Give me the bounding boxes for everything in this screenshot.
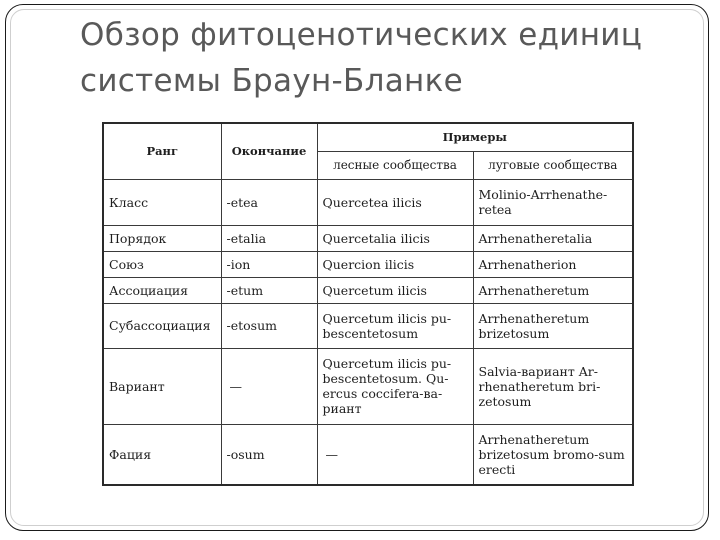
cell-rank: Порядок	[103, 225, 221, 251]
cell-meadow: Salvia-вариант Ar-rhenatheretum bri-zetosum	[473, 348, 633, 425]
cell-forest: Quercetea ilicis	[317, 179, 473, 225]
table-row	[103, 251, 633, 277]
cell-ending: -etosum	[221, 304, 317, 348]
cell-forest: Quercetalia ilicis	[317, 225, 473, 251]
table-row	[103, 225, 633, 251]
header-examples: Примеры	[317, 123, 633, 151]
table-row	[103, 278, 633, 304]
header-forest: лесные сообщества	[317, 151, 473, 179]
table-row	[103, 348, 633, 425]
cell-meadow: Arrhenatheretum brizetosum	[473, 304, 633, 348]
cell-rank: Союз	[103, 251, 221, 277]
cell-meadow: Arrhenatheretum brizetosum bromo-sum erecti	[473, 425, 633, 485]
cell-forest: Quercetum ilicis pu-bescentetosum	[317, 304, 473, 348]
cell-rank: Вариант	[103, 348, 221, 425]
title-line-1: Обзор фитоценотических единиц	[80, 17, 643, 53]
header-ending: Окончание	[221, 123, 317, 179]
cell-meadow: Arrhenatherion	[473, 251, 633, 277]
table-row	[103, 304, 633, 348]
cell-meadow: Arrhenatheretum	[473, 278, 633, 304]
title-line-2: системы Браун-Бланке	[80, 63, 463, 99]
units-table	[102, 122, 634, 486]
cell-ending: —	[221, 348, 317, 425]
table-row	[103, 179, 633, 225]
cell-rank: Фация	[103, 425, 221, 485]
slide-title	[80, 12, 680, 104]
cell-rank: Класс	[103, 179, 221, 225]
cell-ending: -etum	[221, 278, 317, 304]
cell-forest: —	[317, 425, 473, 485]
cell-forest: Quercetum ilicis pu-bescentetosum. Qu-ercus coccifera-ва-риант	[317, 348, 473, 425]
cell-meadow: Arrhenatheretalia	[473, 225, 633, 251]
cell-ending: -etalia	[221, 225, 317, 251]
cell-forest: Quercetum ilicis	[317, 278, 473, 304]
header-meadow: луговые сообщества	[473, 151, 633, 179]
cell-ending: -etea	[221, 179, 317, 225]
cell-rank: Ассоциация	[103, 278, 221, 304]
cell-meadow: Molinio-Arrhenathe-retea	[473, 179, 633, 225]
cell-forest: Quercion ilicis	[317, 251, 473, 277]
cell-rank: Субассоциация	[103, 304, 221, 348]
cell-ending: -ion	[221, 251, 317, 277]
cell-ending: -osum	[221, 425, 317, 485]
units-table-container	[102, 122, 632, 486]
table-row	[103, 425, 633, 485]
header-rank: Ранг	[103, 123, 221, 179]
